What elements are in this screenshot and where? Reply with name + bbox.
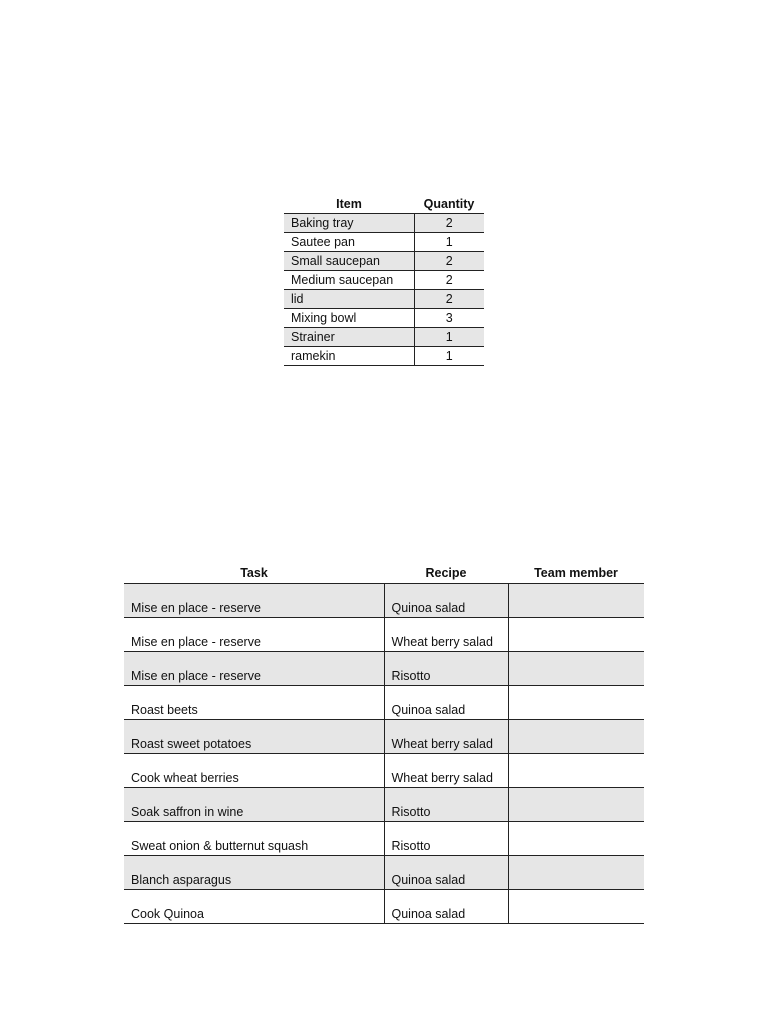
recipe-cell: Wheat berry salad <box>384 754 508 788</box>
recipe-cell: Wheat berry salad <box>384 618 508 652</box>
task-cell: Cook wheat berries <box>124 754 384 788</box>
item-cell: ramekin <box>284 347 414 366</box>
task-cell: Sweat onion & butternut squash <box>124 822 384 856</box>
task-row <box>124 652 644 686</box>
equipment-row <box>284 214 484 233</box>
item-cell: Sautee pan <box>284 233 414 252</box>
task-table <box>124 563 644 924</box>
task-cell: Mise en place - reserve <box>124 584 384 618</box>
task-row <box>124 754 644 788</box>
item-cell: lid <box>284 290 414 309</box>
recipe-column-header: Recipe <box>384 563 508 584</box>
item-cell: Strainer <box>284 328 414 347</box>
recipe-cell: Quinoa salad <box>384 584 508 618</box>
task-row <box>124 856 644 890</box>
task-cell: Roast beets <box>124 686 384 720</box>
team-member-cell[interactable] <box>508 890 644 924</box>
quantity-cell: 2 <box>414 214 484 233</box>
item-cell: Mixing bowl <box>284 309 414 328</box>
recipe-cell: Wheat berry salad <box>384 720 508 754</box>
team-member-cell[interactable] <box>508 652 644 686</box>
task-cell: Mise en place - reserve <box>124 652 384 686</box>
task-cell: Soak saffron in wine <box>124 788 384 822</box>
recipe-cell: Risotto <box>384 822 508 856</box>
recipe-cell: Risotto <box>384 788 508 822</box>
equipment-row <box>284 252 484 271</box>
recipe-cell: Quinoa salad <box>384 686 508 720</box>
task-row <box>124 890 644 924</box>
team-member-cell[interactable] <box>508 788 644 822</box>
equipment-table <box>284 195 484 366</box>
task-row <box>124 788 644 822</box>
item-cell: Baking tray <box>284 214 414 233</box>
equipment-row <box>284 309 484 328</box>
quantity-cell: 1 <box>414 328 484 347</box>
task-row <box>124 720 644 754</box>
quantity-cell: 2 <box>414 252 484 271</box>
item-cell: Small saucepan <box>284 252 414 271</box>
task-cell: Blanch asparagus <box>124 856 384 890</box>
quantity-cell: 3 <box>414 309 484 328</box>
recipe-cell: Risotto <box>384 652 508 686</box>
team-member-cell[interactable] <box>508 618 644 652</box>
team-member-column-header: Team member <box>508 563 644 584</box>
team-member-cell[interactable] <box>508 584 644 618</box>
quantity-cell: 2 <box>414 271 484 290</box>
equipment-row <box>284 233 484 252</box>
recipe-cell: Quinoa salad <box>384 856 508 890</box>
equipment-header-row <box>284 195 484 214</box>
quantity-cell: 1 <box>414 347 484 366</box>
task-header-row <box>124 563 644 584</box>
equipment-row <box>284 271 484 290</box>
team-member-cell[interactable] <box>508 822 644 856</box>
item-cell: Medium saucepan <box>284 271 414 290</box>
equipment-row <box>284 347 484 366</box>
equipment-row <box>284 290 484 309</box>
quantity-column-header: Quantity <box>414 195 484 214</box>
quantity-cell: 1 <box>414 233 484 252</box>
task-cell: Roast sweet potatoes <box>124 720 384 754</box>
team-member-cell[interactable] <box>508 686 644 720</box>
task-row <box>124 822 644 856</box>
task-cell: Cook Quinoa <box>124 890 384 924</box>
task-row <box>124 584 644 618</box>
team-member-cell[interactable] <box>508 754 644 788</box>
team-member-cell[interactable] <box>508 856 644 890</box>
task-row <box>124 618 644 652</box>
team-member-cell[interactable] <box>508 720 644 754</box>
task-column-header: Task <box>124 563 384 584</box>
task-row <box>124 686 644 720</box>
item-column-header: Item <box>284 195 414 214</box>
quantity-cell: 2 <box>414 290 484 309</box>
equipment-row <box>284 328 484 347</box>
recipe-cell: Quinoa salad <box>384 890 508 924</box>
task-cell: Mise en place - reserve <box>124 618 384 652</box>
